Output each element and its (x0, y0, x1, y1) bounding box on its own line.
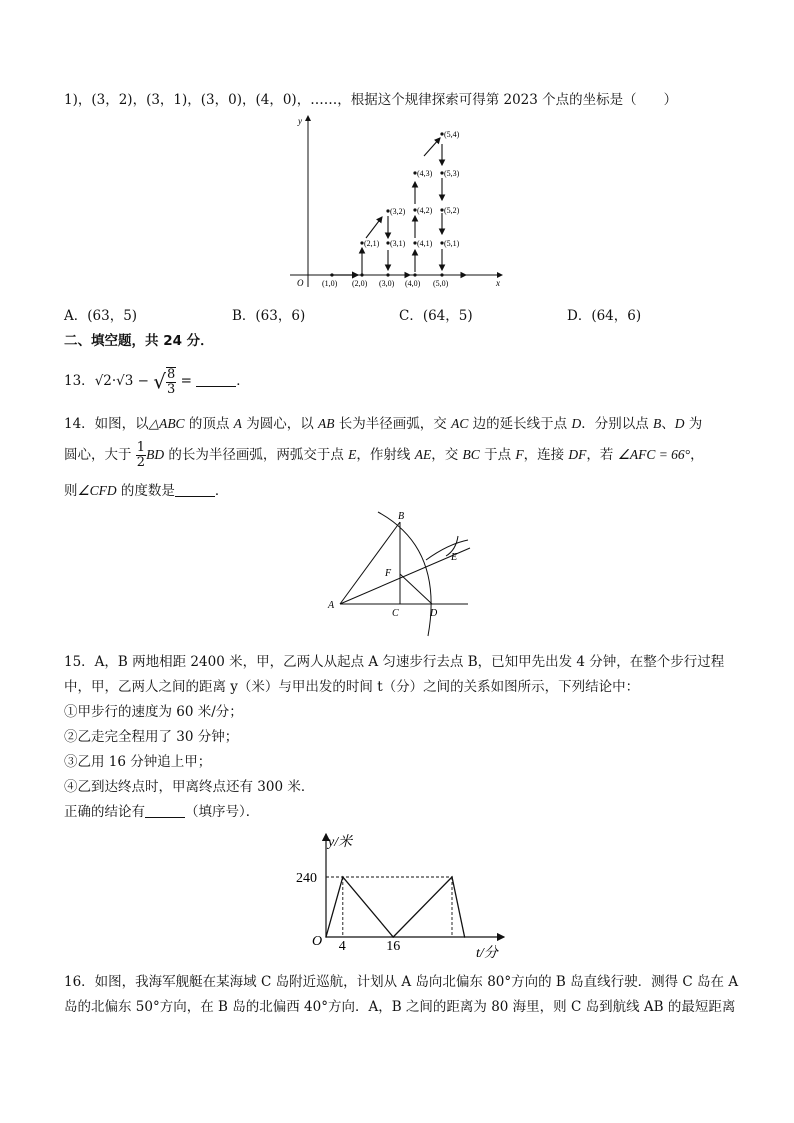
q16-line-1: 16．如图，我海军舰艇在某海域 C 岛附近巡航，计划从 A 岛向北偏东 80°方向的 B 岛直线行驶．测得 C 岛在 A (64, 974, 739, 990)
label-C: C (392, 608, 399, 619)
pt-5-4: (5,4) (444, 130, 460, 139)
pt-4-0: (4,0) (405, 279, 421, 288)
label-F: F (385, 568, 392, 579)
pt-2-0: (2,0) (352, 279, 368, 288)
label-D: D (430, 608, 438, 619)
label-A: A (328, 600, 335, 611)
q14-line-1: 14．如图，以△ABC 的顶点 A 为圆心，以 AB 长为半径画弧，交 AC 边的延长线于点 D．分别以点 B、D 为 (64, 416, 703, 432)
q15-conclusion-4: ④乙到达终点时，甲离终点还有 300 米． (64, 779, 315, 795)
q14-half-fraction: $\frac{1}{2}$ (136, 440, 146, 470)
axis-x-label: x (496, 278, 500, 288)
x-tick-16: 16 (386, 939, 401, 954)
q13-expr-a: √2·√3 − (94, 373, 154, 389)
answer-blank-13[interactable] (196, 372, 236, 387)
label-B: B (398, 511, 405, 522)
q15-line-7: 正确的结论有 （填序号）． (64, 804, 260, 820)
q15-line-1: 15．A，B 两地相距 2400 米，甲，乙两人从起点 A 匀速步行去点 B，已知甲先出发 4 分钟，在整个步行过程 (64, 654, 725, 670)
pt-2-1: (2,1) (364, 239, 380, 248)
q13-num: 13． (64, 373, 95, 389)
q13-den-3: 3 (167, 381, 176, 397)
label-E: E (451, 552, 458, 563)
answer-blank-14[interactable] (175, 482, 215, 497)
q14-construction-figure (318, 508, 478, 640)
option-a[interactable]: A．(63，5) (64, 308, 138, 324)
q15-line-2: 中，甲，乙两人之间的距离 y（米）与甲出发的时间 t（分）之间的关系如图所示，下列结论中： (64, 679, 640, 695)
q13-fraction (166, 367, 176, 397)
pt-4-3: (4,3) (417, 169, 433, 178)
pt-5-1: (5,1) (444, 239, 460, 248)
x-tick-4: 4 (338, 939, 346, 954)
sqrt-sign-icon: √ (153, 369, 167, 394)
y-tick-240: 240 (296, 871, 317, 886)
chart-ylabel: y/米 (328, 835, 353, 850)
pt-3-0: (3,0) (379, 279, 395, 288)
q13 (64, 366, 250, 397)
chart-xlabel: t/分 (476, 946, 498, 960)
pt-3-2: (3,2) (390, 207, 406, 216)
q15-conclusion-1: ①甲步行的速度为 60 米/分； (64, 704, 243, 720)
origin-label: O (297, 278, 304, 288)
distance-series-line (326, 877, 465, 937)
pt-3-1: (3,1) (390, 239, 406, 248)
axis-y-label: y (298, 116, 302, 126)
q14-line-3: 则∠CFD 的度数是 ． (64, 483, 229, 499)
data-point-0 (325, 936, 327, 938)
data-point-2 (392, 936, 394, 938)
section-heading: 二、填空题，共 24 分． (64, 333, 214, 349)
pt-1-0: (1,0) (322, 279, 338, 288)
q12-lattice-figure (280, 112, 510, 292)
data-point-4 (464, 936, 466, 938)
pt-5-2: (5,2) (444, 206, 460, 215)
pt-5-3: (5,3) (444, 169, 460, 178)
option-c[interactable]: C．(64，5) (399, 308, 473, 324)
q15-distance-time-chart (292, 828, 522, 960)
chart-origin: O (312, 934, 323, 949)
q14-line-2: 圆心，大于 $\frac{1}{2}$ BD 的长为半径画弧，两弧交于点 E，作射线 AE，交 BC 于点 F，连接 DF，若 ∠AFC = 66°， (64, 440, 704, 470)
option-d[interactable]: D．(64，6) (567, 308, 642, 324)
pt-4-1: (4,1) (417, 239, 433, 248)
pt-5-0: (5,0) (433, 279, 449, 288)
q13-eq: = (176, 373, 197, 389)
q16-line-2: 岛的北偏东 50°方向，在 B 岛的北偏西 40°方向．A，B 之间的距离为 80 海里，则 C 岛到航线 AB 的最短距离 (64, 999, 736, 1015)
q13-num-8: 8 (167, 366, 176, 382)
q15-conclusion-2: ②乙走完全程用了 30 分钟； (64, 729, 239, 745)
answer-blank-15[interactable] (145, 803, 185, 818)
q13-end: ． (236, 373, 250, 389)
q15-conclusion-3: ③乙用 16 分钟追上甲； (64, 754, 212, 770)
pt-4-2: (4,2) (417, 206, 433, 215)
option-b[interactable]: B．(63，6) (232, 308, 306, 324)
q12-stem: 1)，(3，2)，(3，1)，(3，0)，(4，0)，……，根据这个规律探索可得第 2023 个点的坐标是（ ） (64, 92, 678, 108)
